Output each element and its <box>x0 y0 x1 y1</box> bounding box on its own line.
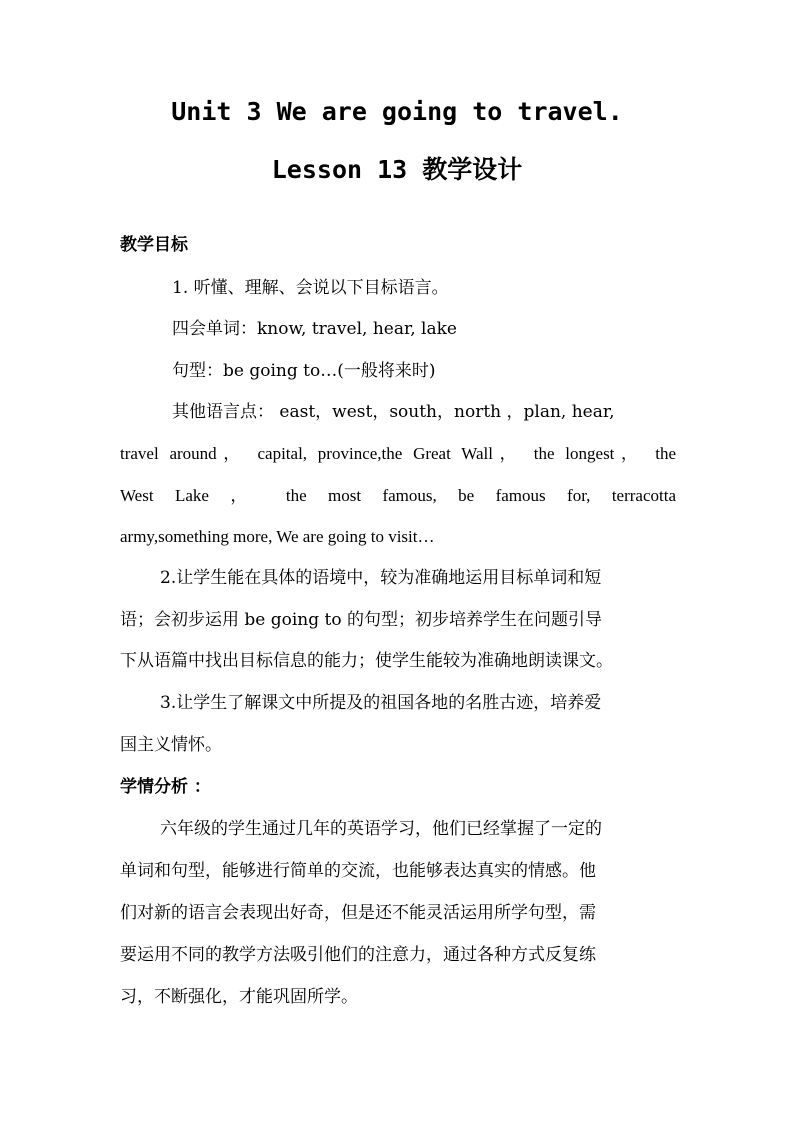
other-points-line-1: 其他语言点： east，west，south，north ，plan, hear, <box>172 402 615 422</box>
document-title: Unit 3 We are going to travel. <box>171 97 623 126</box>
objective-3-line-2: 国主义情怀。 <box>120 735 222 755</box>
analysis-line-1: 六年级的学生通过几年的英语学习，他们已经掌握了一定的 <box>160 819 602 839</box>
other-points-line-4: army,something more, We are going to visit… <box>120 527 435 546</box>
vocabulary-line: 四会单词：know, travel, hear, lake <box>172 319 457 339</box>
objective-1: 1. 听懂、理解、会说以下目标语言。 <box>172 278 449 298</box>
analysis-line-3: 们对新的语言会表现出好奇，但是还不能灵活运用所学句型，需 <box>120 903 596 923</box>
analysis-line-4: 要运用不同的教学方法吸引他们的注意力，通过各种方式反复练 <box>120 945 596 965</box>
section-heading-objectives: 教学目标 <box>120 235 188 255</box>
section-heading-analysis: 学情分析 ： <box>120 777 211 797</box>
objective-2-line-1: 2.让学生能在具体的语境中，较为准确地运用目标单词和短 <box>160 568 602 588</box>
sentence-pattern-line: 句型：be going to…(一般将来时) <box>172 361 436 381</box>
document-subtitle: Lesson 13 教学设计 <box>271 155 523 184</box>
objective-2-line-2: 语；会初步运用 be going to 的句型；初步培养学生在问题引导 <box>120 610 603 630</box>
other-points-line-3: West Lake ， the most famous, be famous for, terracotta <box>120 486 676 505</box>
objective-2-line-3: 下从语篇中找出目标信息的能力；使学生能较为准确地朗读课文。 <box>120 651 613 671</box>
other-points-line-2: travel around， capital, province,the Great Wall， the longest， the <box>120 444 676 463</box>
analysis-line-5: 习，不断强化，才能巩固所学。 <box>120 987 358 1007</box>
objective-3-line-1: 3.让学生了解课文中所提及的祖国各地的名胜古迹，培养爱 <box>160 693 602 713</box>
analysis-line-2: 单词和句型，能够进行简单的交流，也能够表达真实的情感。他 <box>120 861 596 881</box>
